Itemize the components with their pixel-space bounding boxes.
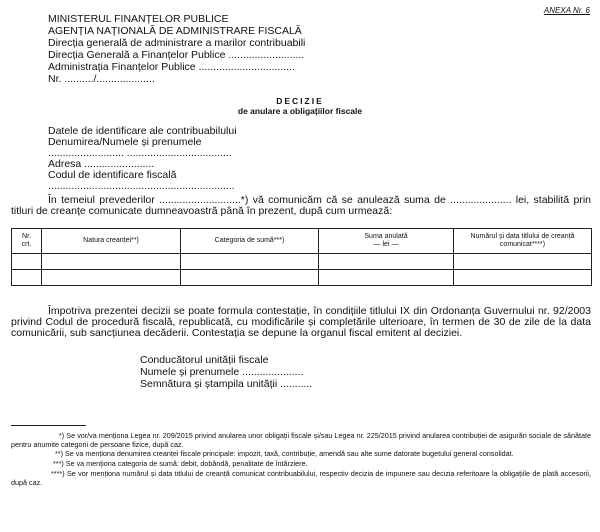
table-cell (319, 270, 454, 286)
col-header-nr: Nr. crt. (12, 229, 42, 254)
header-ministry: MINISTERUL FINANȚELOR PUBLICE (48, 13, 229, 25)
table-cell (181, 270, 319, 286)
footnote-3: ***) Se va menționa categoria de sumă: debit, dobândă, penalitate de întârziere. (53, 459, 308, 468)
footnote-1: *) Se vor/va menționa Legea nr. 209/2015 privind anularea unor obligații fiscale și/sau Legea nr. 225/2015 privind anularea contribuției de asigurări sociale de sănătate pentru anumite categorii de persoane fizice, după caz. (11, 431, 591, 449)
paragraph-legal-basis-text: În temeiul prevederilor ............................*) vă comunicăm că se anulează suma de ..................... lei, stabilită prin titluri de creanțe comunicate dumneavoastră până în prezent, după cum urmează: (11, 194, 591, 218)
header-administration: Administrația Finanțelor Publice ................................. (48, 61, 295, 73)
taxpayer-fiscal-code-dots: ................................................................ (48, 180, 235, 192)
document-subtitle: de anulare a obligațiilor fiscale (237, 106, 363, 116)
table-cell (12, 254, 42, 270)
header-number: Nr. ........../.................... (48, 73, 155, 85)
table-cell (42, 254, 181, 270)
header-agency: AGENȚIA NAȚIONALĂ DE ADMINISTRARE FISCALĂ (48, 25, 302, 37)
signature-head-of-unit: Conducătorul unității fiscale (140, 354, 269, 366)
footnote-separator (11, 425, 86, 426)
taxpayer-name-dots: .......................... .................................... (48, 147, 232, 159)
table-cell (454, 254, 592, 270)
taxpayer-fiscal-code-label: Codul de identificare fiscală (48, 169, 177, 181)
document-title: DECIZIE (276, 96, 324, 106)
signature-name: Numele și prenumele ..................... (140, 366, 304, 378)
table-cell (454, 270, 592, 286)
table-cell (319, 254, 454, 270)
taxpayer-name-label: Denumirea/Numele și prenumele (48, 136, 202, 148)
paragraph-legal-basis (11, 195, 591, 217)
footnote-4: ****) Se vor menționa numărul și data titlului de creanță comunicat contribuabilului, respectiv decizia de impunere sau decizia referitoare la obligațiile de plată accesorii, după caz. (11, 469, 591, 487)
taxpayer-address: Adresa ........................ (48, 158, 155, 170)
table-cell (181, 254, 319, 270)
annex-number: ANEXA Nr. 6 (543, 6, 590, 15)
taxpayer-id-heading: Datele de identificare ale contribuabilului (48, 125, 237, 137)
col-header-category: Categoria de sumă***) (181, 229, 319, 254)
paragraph-contestation (11, 306, 591, 340)
table-row (12, 270, 592, 286)
col-header-nature: Natura creanței**) (42, 229, 181, 254)
table-header-row (12, 229, 592, 254)
table-cell (12, 270, 42, 286)
paragraph-contestation-text: Împotriva prezentei decizii se poate formula contestație, în condițiile titlului IX din Ordonanța Guvernului nr. 92/2003 privind Codul de procedură fiscală, republicată, cu modificările și completările ulterioare, în termen de 30 de zile de la data comunicării, sub sancțiunea decăderii. Contestația se depune la organul fiscal emitent al deciziei. (11, 305, 591, 340)
col-header-amount: Suma anulată — lei — (319, 229, 454, 254)
table-row (12, 254, 592, 270)
header-directorate: Direcția generală de administrare a marilor contribuabili (48, 37, 306, 49)
table-cell (42, 270, 181, 286)
signature-stamp: Semnătura și ștampila unității ........... (140, 378, 313, 390)
header-general-directorate: Direcția Generală a Finanțelor Publice .......................... (48, 49, 305, 61)
cancelled-amounts-table (11, 228, 592, 286)
col-header-title-number: Numărul și data titlului de creanță comunicat****) (454, 229, 592, 254)
footnote-2: **) Se va menționa denumirea creanței fiscale principale: impozit, taxă, contribuție, amendă sau alte sume datorate bugetului general consolidat. (55, 449, 514, 458)
